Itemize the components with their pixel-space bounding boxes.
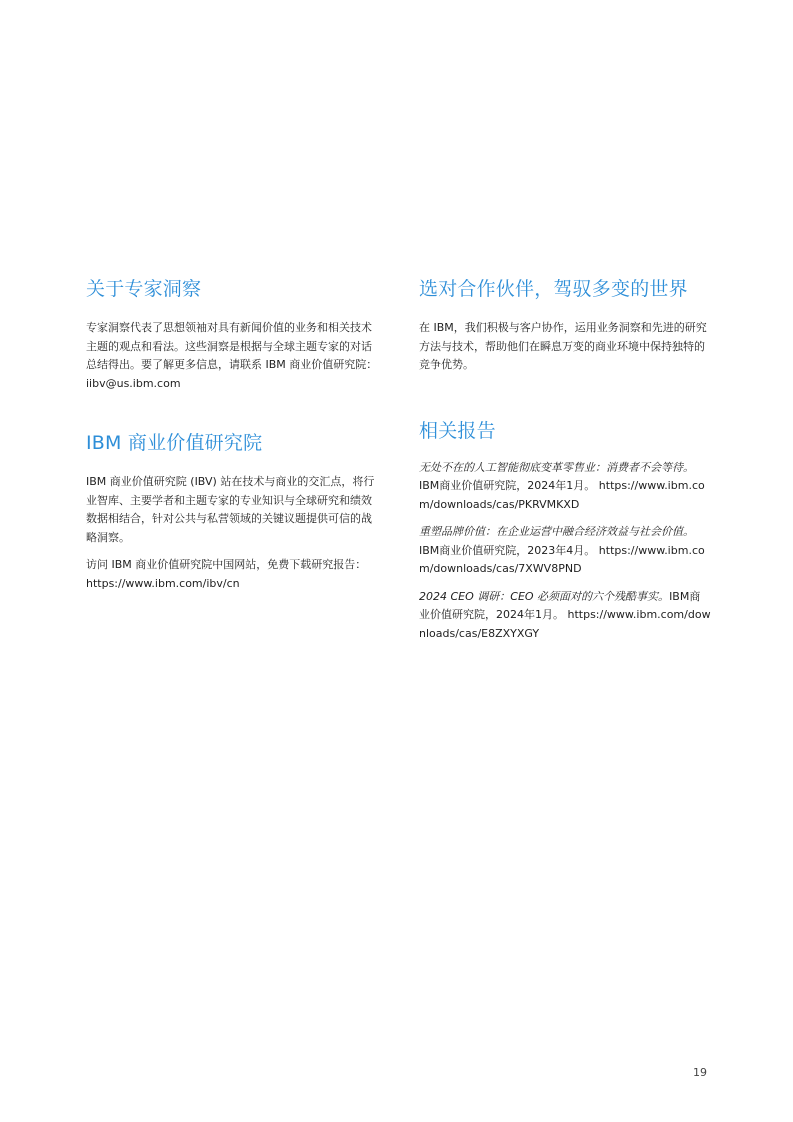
- report-title: 重塑品牌价值：在企业运营中融合经济效益与社会价值。: [419, 525, 694, 538]
- ibv-section: [86, 430, 378, 593]
- ibv-paragraph-2: 访问 IBM 商业价值研究院中国网站，免费下载研究报告：https://www.ibm.com/ibv/cn: [86, 558, 367, 590]
- partner-body: 在 IBM，我们积极与客户协作，运用业务洞察和先进的研究方法与技术，帮助他们在瞬息万变的商业环境中保持独特的竞争优势。: [419, 321, 707, 371]
- ibv-heading: IBM 商业价值研究院: [86, 432, 263, 454]
- expert-insights-body-container: [86, 319, 378, 393]
- partner-body-container: [419, 319, 711, 375]
- report-item: [419, 523, 711, 579]
- ibv-paragraph-1: IBM 商业价值研究院 (IBV) 站在技术与商业的交汇点，将行业智库、主要学者和主题专家的专业知识与全球研究和绩效数据相结合，针对公共与私营领域的关键议题提供可信的战略洞察。: [86, 475, 375, 544]
- report-link[interactable]: https://www.ibm.com/downloads/cas/PKRVMKXD: [419, 479, 705, 511]
- left-column: [86, 276, 378, 593]
- partner-section: [419, 276, 711, 375]
- report-link[interactable]: https://www.ibm.com/downloads/cas/7XWV8PND: [419, 543, 705, 575]
- page-number: 19: [693, 1066, 707, 1079]
- expert-insights-body: 专家洞察代表了思想领袖对具有新闻价值的业务和相关技术主题的观点和看法。这些洞察是根据与全球主题专家的对话总结得出。要了解更多信息，请联系 IBM 商业价值研究院：iibv@us.ibm.com: [86, 321, 378, 390]
- report-item: [419, 588, 711, 644]
- related-reports-heading: 相关报告: [419, 419, 496, 442]
- partner-heading: 选对合作伙伴，驾驭多变的世界: [419, 278, 688, 300]
- right-column: [419, 276, 711, 643]
- report-source: IBM商业价值研究院，2024年1月。: [419, 589, 701, 621]
- expert-insights-heading: 关于专家洞察: [86, 278, 202, 300]
- report-item: [419, 459, 711, 515]
- report-link[interactable]: https://www.ibm.com/downloads/cas/E8ZXYXGY: [419, 608, 711, 640]
- expert-insights-section: [86, 276, 378, 393]
- report-title: 2024 CEO 调研：CEO 必须面对的六个残酷事实。: [419, 589, 670, 603]
- report-source: IBM商业价值研究院，2023年4月。: [419, 543, 596, 557]
- report-source: IBM商业价值研究院，2024年1月。: [419, 479, 596, 492]
- ibv-body-container: [86, 473, 378, 593]
- related-reports-list: [419, 459, 711, 644]
- report-title: 无处不在的人工智能彻底变革零售业：消费者不会等待。: [419, 460, 694, 474]
- related-reports-section: [419, 418, 711, 644]
